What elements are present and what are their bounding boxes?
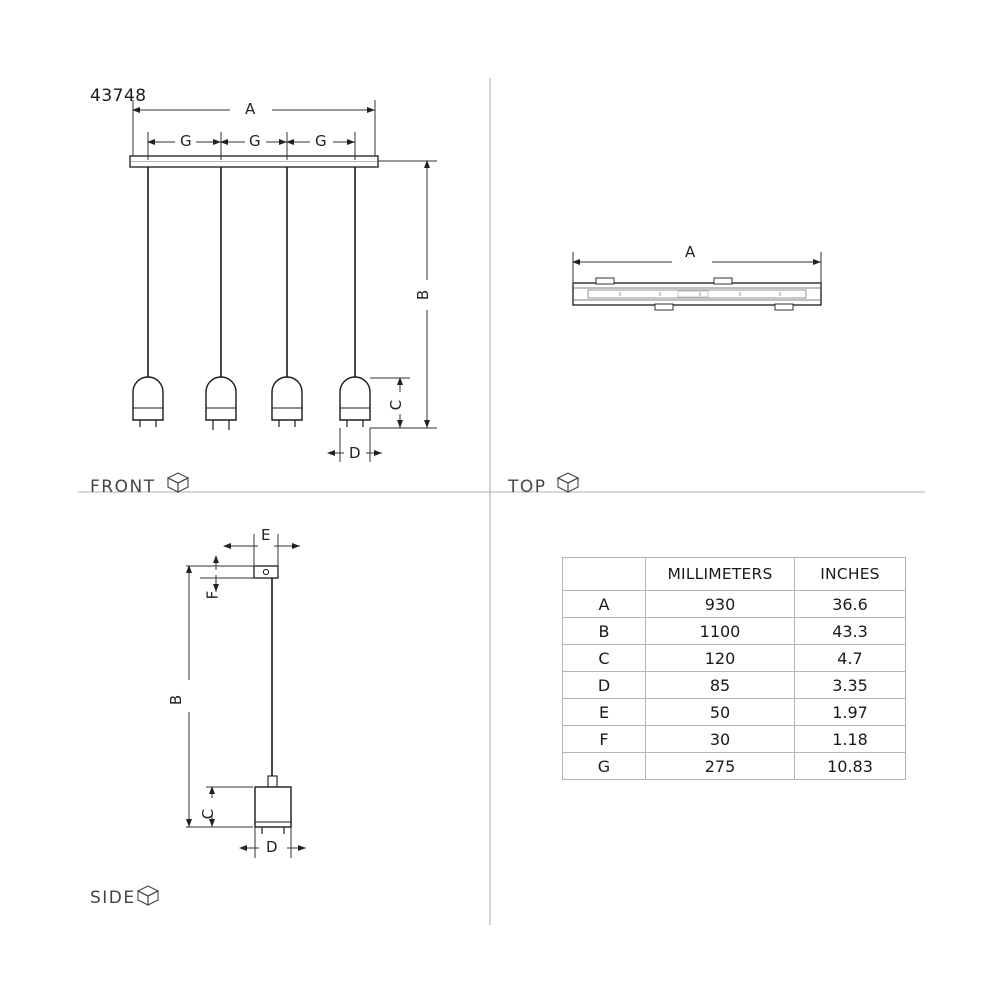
row-mm: 1100 (646, 618, 795, 645)
dim-label-front-b: B (414, 289, 433, 301)
table-header-row (563, 558, 906, 591)
row-key: A (563, 591, 646, 618)
front-view-drawing (130, 156, 378, 430)
top-view-title: TOP (508, 477, 547, 497)
row-mm: 930 (646, 591, 795, 618)
front-lamp-2 (206, 377, 236, 430)
cube-icon-side (138, 886, 158, 905)
dim-label-side-b: B (167, 694, 186, 706)
header-inches: INCHES (795, 558, 906, 591)
row-key: D (563, 672, 646, 699)
header-key (563, 558, 646, 591)
row-key: G (563, 753, 646, 780)
dim-label-side-c: C (199, 808, 218, 820)
panel-dividers (78, 78, 925, 925)
dim-label-side-d: D (266, 838, 278, 856)
model-code: 43748 (90, 86, 147, 106)
row-mm: 120 (646, 645, 795, 672)
front-lamp-4 (340, 377, 370, 427)
row-key: C (563, 645, 646, 672)
table-row (563, 726, 906, 753)
top-view-drawing (573, 278, 821, 310)
dim-label-top-a: A (685, 243, 696, 261)
row-key: E (563, 699, 646, 726)
front-lamp-1 (133, 377, 163, 427)
row-mm: 50 (646, 699, 795, 726)
table-row (563, 618, 906, 645)
cube-icon-top (558, 473, 578, 492)
dim-label-front-a: A (245, 100, 256, 118)
row-in: 36.6 (795, 591, 906, 618)
table-row (563, 591, 906, 618)
dim-label-front-c: C (387, 399, 406, 411)
front-lamp-3 (272, 377, 302, 427)
row-in: 43.3 (795, 618, 906, 645)
table-row (563, 645, 906, 672)
row-in: 3.35 (795, 672, 906, 699)
table-row (563, 699, 906, 726)
row-mm: 275 (646, 753, 795, 780)
front-view-title: FRONT (90, 477, 156, 497)
header-millimeters: MILLIMETERS (646, 558, 795, 591)
dim-label-front-g1: G (180, 132, 192, 150)
row-key: B (563, 618, 646, 645)
dim-label-front-d: D (349, 444, 361, 462)
dim-label-front-g2: G (249, 132, 261, 150)
specification-table (562, 557, 906, 780)
row-key: F (563, 726, 646, 753)
table-row (563, 753, 906, 780)
table-row (563, 672, 906, 699)
row-in: 1.18 (795, 726, 906, 753)
row-in: 1.97 (795, 699, 906, 726)
dim-label-side-f: F (203, 590, 222, 600)
dim-label-front-g3: G (315, 132, 327, 150)
side-view-drawing (254, 566, 291, 834)
row-mm: 85 (646, 672, 795, 699)
row-in: 4.7 (795, 645, 906, 672)
row-mm: 30 (646, 726, 795, 753)
cube-icon-front (168, 473, 188, 492)
row-in: 10.83 (795, 753, 906, 780)
dim-label-side-e: E (261, 526, 271, 544)
side-view-title: SIDE (90, 888, 136, 908)
